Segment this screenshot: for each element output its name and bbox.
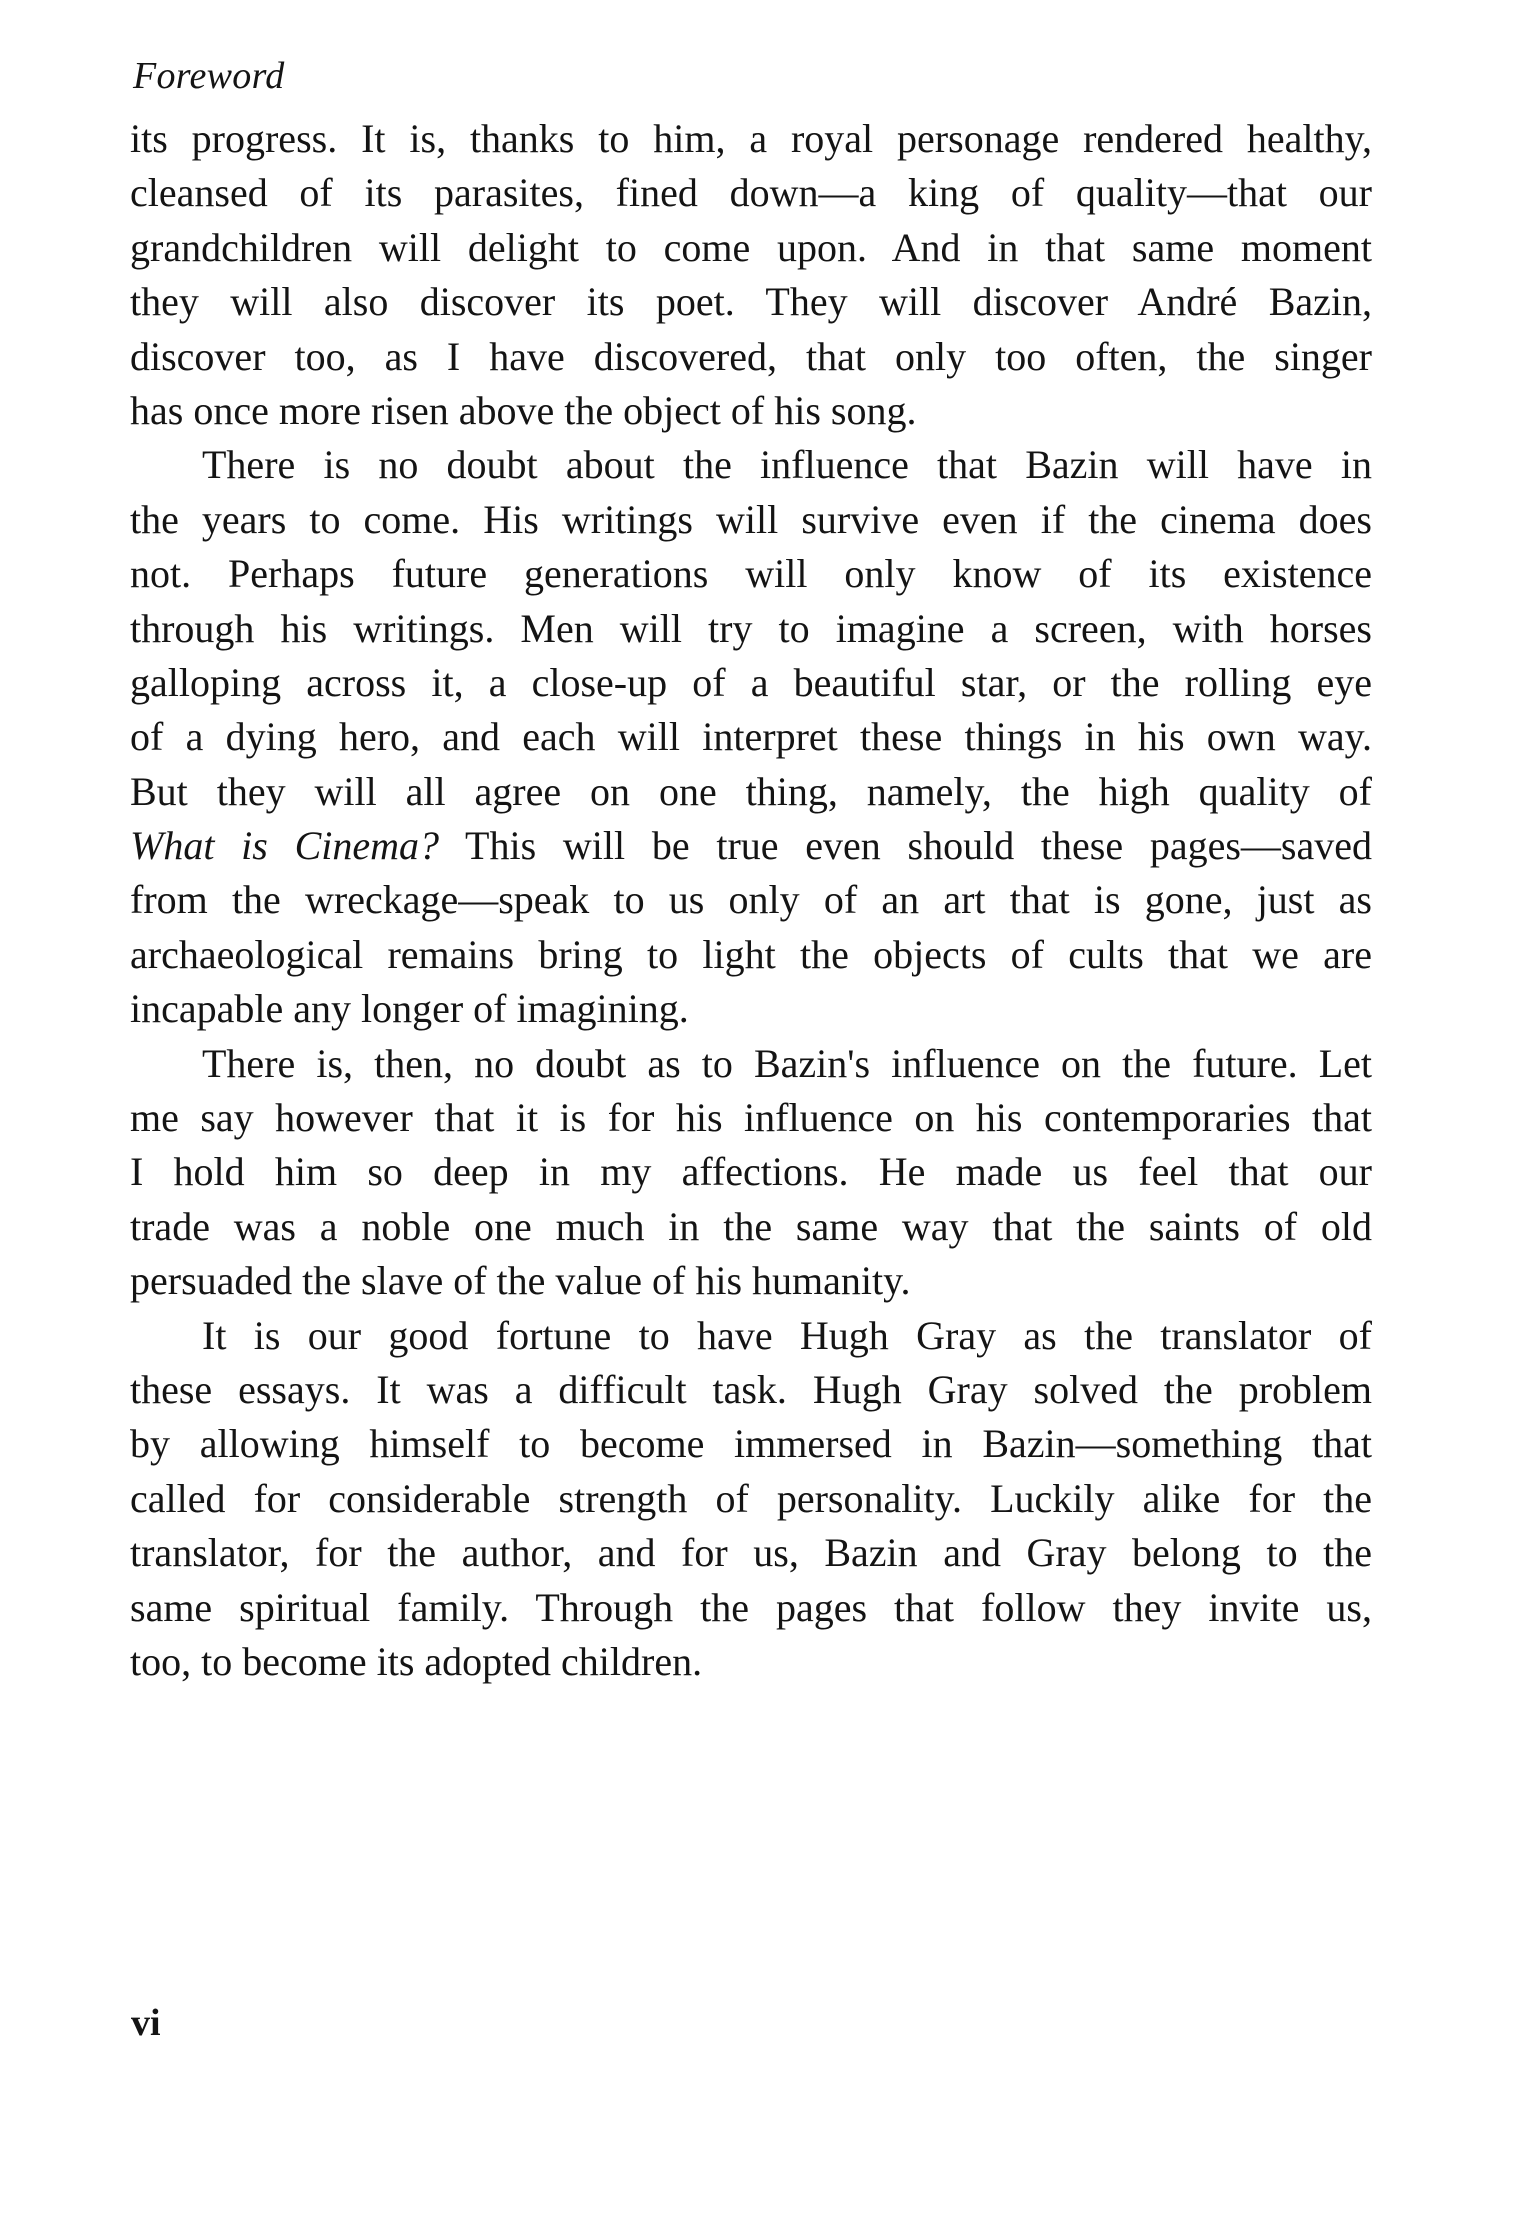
text-line: incapable any longer of imagining. xyxy=(130,986,689,1032)
text-line: has once more risen above the object of his song. xyxy=(130,387,917,433)
paragraph xyxy=(130,438,1372,1036)
text-line: trade was a noble one much in the same way that the saints of old xyxy=(130,1203,1372,1249)
paragraph xyxy=(130,112,1372,438)
text-line-with-title xyxy=(130,819,1372,873)
paragraph xyxy=(130,1037,1372,1309)
text-line: translator, for the author, and for us, Bazin and Gray belong to the xyxy=(130,1530,1372,1576)
text-line: But they will all agree on one thing, namely, the high quality of xyxy=(130,768,1372,814)
text-line: cleansed of its parasites, fined down—a king of quality—that our xyxy=(130,170,1372,216)
text-line: There is no doubt about the influence that Bazin will have in xyxy=(202,442,1372,488)
text-line: same spiritual family. Through the pages that follow they invite us, xyxy=(130,1584,1372,1630)
running-head: Foreword xyxy=(133,55,285,97)
text-span: This will be true even should these pages—saved xyxy=(439,823,1373,869)
text-line: called for considerable strength of personality. Luckily alike for the xyxy=(130,1475,1372,1521)
text-line: of a dying hero, and each will interpret these things in his own way. xyxy=(130,714,1372,760)
body-text xyxy=(130,112,1372,1689)
text-line: the years to come. His writings will survive even if the cinema does xyxy=(130,496,1372,542)
page-number: vi xyxy=(131,2002,161,2044)
text-line: archaeological remains bring to light the objects of cults that we are xyxy=(130,931,1372,977)
text-line: not. Perhaps future generations will only know of its existence xyxy=(130,551,1372,597)
book-title: What is Cinema? xyxy=(130,823,440,869)
text-line: grandchildren will delight to come upon. And in that same moment xyxy=(130,224,1372,270)
text-line: galloping across it, a close-up of a beautiful star, or the rolling eye xyxy=(130,659,1372,705)
text-line: through his writings. Men will try to imagine a screen, with horses xyxy=(130,605,1372,651)
text-line: by allowing himself to become immersed in Bazin—something that xyxy=(130,1421,1372,1467)
text-line: these essays. It was a difficult task. Hugh Gray solved the problem xyxy=(130,1366,1372,1412)
text-line: There is, then, no doubt as to Bazin's influence on the future. Let xyxy=(202,1040,1372,1086)
text-line: from the wreckage—speak to us only of an art that is gone, just as xyxy=(130,877,1372,923)
text-line: I hold him so deep in my affections. He made us feel that our xyxy=(130,1149,1372,1195)
text-line: me say however that it is for his influence on his contemporaries that xyxy=(130,1095,1372,1141)
text-line: they will also discover its poet. They will discover André Bazin, xyxy=(130,279,1372,325)
text-line: It is our good fortune to have Hugh Gray as the translator of xyxy=(202,1312,1372,1358)
text-line: persuaded the slave of the value of his humanity. xyxy=(130,1258,911,1304)
paragraph xyxy=(130,1309,1372,1690)
text-line: discover too, as I have discovered, that only too often, the singer xyxy=(130,333,1372,379)
text-line: its progress. It is, thanks to him, a royal personage rendered healthy, xyxy=(130,116,1372,161)
text-line: too, to become its adopted children. xyxy=(130,1638,703,1684)
